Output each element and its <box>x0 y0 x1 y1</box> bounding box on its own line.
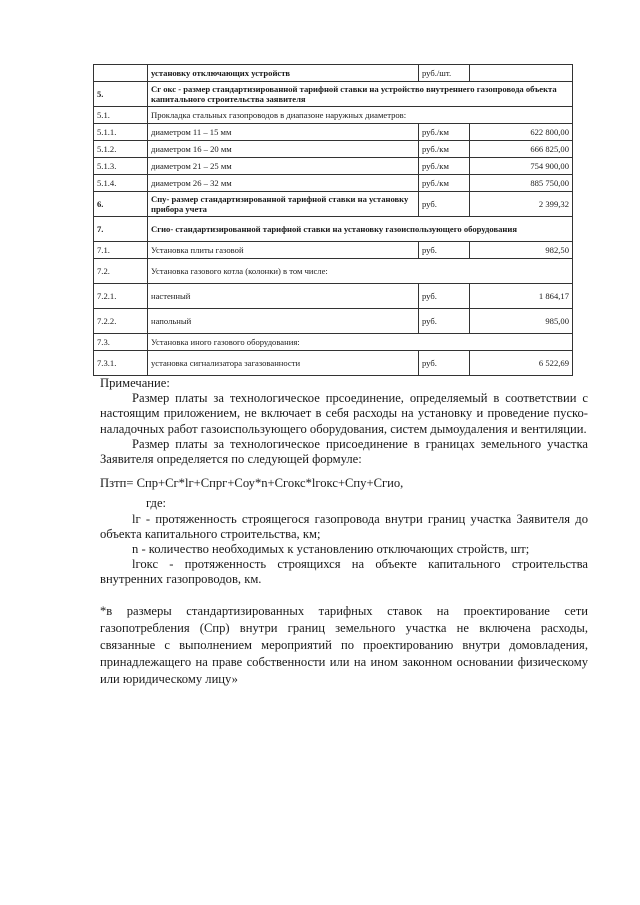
row-value: 2 399,32 <box>470 192 573 217</box>
row-num: 5.1.1. <box>94 124 148 141</box>
row-num: 7.2.2. <box>94 309 148 334</box>
row-unit: руб./км <box>419 158 470 175</box>
table-row <box>94 141 573 158</box>
row-num: 7.2. <box>94 259 148 284</box>
row-desc: диаметром 26 – 32 мм <box>148 175 419 192</box>
row-unit: руб./шт. <box>419 65 470 82</box>
row-value: 622 800,00 <box>470 124 573 141</box>
row-unit: руб. <box>419 192 470 217</box>
row-num: 7.3. <box>94 334 148 351</box>
row-desc: Cг окс - размер стандартизированной тарифной ставки на устройство внутреннего газопровода объекта капитального строительства заявителя <box>148 82 573 107</box>
row-value: 985,00 <box>470 309 573 334</box>
row-value: 6 522,69 <box>470 351 573 376</box>
formula-where: где: <box>146 496 167 511</box>
table-row <box>94 175 573 192</box>
row-num: 5.1.2. <box>94 141 148 158</box>
row-desc: диаметром 11 – 15 мм <box>148 124 419 141</box>
table-row <box>94 192 573 217</box>
table-row <box>94 124 573 141</box>
notes-heading: Примечание: <box>100 376 170 390</box>
row-num: 5.1. <box>94 107 148 124</box>
row-unit: руб. <box>419 351 470 376</box>
table-row <box>94 351 573 376</box>
row-desc: Cгио- стандартизированной тарифной ставки на установку газоиспользующего оборудования <box>148 217 573 242</box>
row-desc: Прокладка стальных газопроводов в диапазоне наружных диаметров: <box>148 107 573 124</box>
row-value: 982,50 <box>470 242 573 259</box>
note-paragraph-1: Размер платы за технологическое прсоединение, определяемый в соответствии с настоящим приложением, не включает в себя расходы на установку и проведение пуско-наладочных работ газоиспользующего оборудования, систем дымоудаления и вентиляции. <box>100 391 588 436</box>
row-desc: диаметром 21 – 25 мм <box>148 158 419 175</box>
row-num: 6. <box>94 192 148 217</box>
table-row <box>94 107 573 124</box>
row-desc: Установка газового котла (колонки) в том числе: <box>148 259 573 284</box>
row-unit: руб./км <box>419 175 470 192</box>
row-num: 7.3.1. <box>94 351 148 376</box>
row-num: 5.1.4. <box>94 175 148 192</box>
notes-section <box>100 376 588 688</box>
row-unit: руб./км <box>419 124 470 141</box>
row-num: 5.1.3. <box>94 158 148 175</box>
row-value: 885 750,00 <box>470 175 573 192</box>
row-unit: руб. <box>419 242 470 259</box>
note-paragraph-2: Размер платы за технологическое присоединение в границах земельного участка Заявителя определяется по следующей формуле: <box>100 436 588 467</box>
definition-lgoks: lгокс - протяженность строящихся на объекте капитального строительства внутренних газопроводов, км. <box>100 557 588 587</box>
row-desc: напольный <box>148 309 419 334</box>
table-row <box>94 158 573 175</box>
row-num: 5. <box>94 82 148 107</box>
row-desc: Установка плиты газовой <box>148 242 419 259</box>
table-row <box>94 309 573 334</box>
row-num <box>94 65 148 82</box>
row-desc: установка сигнализатора загазованности <box>148 351 419 376</box>
row-unit: руб. <box>419 309 470 334</box>
definition-lg: lг - протяженность строящегося газопровода внутри границ участка Заявителя до объекта капитального строительства, км; <box>100 511 588 541</box>
table-row <box>94 65 573 82</box>
row-unit: руб./км <box>419 141 470 158</box>
footnote: *в размеры стандартизированных тарифных ставок на проектирование сети газопотребления (Спр) внутри границ земельного участка не включена расходы, связанные с выполнением мероприятий по проектированию внутри домовладения, принадлежащего на праве собственности или на ином законном основании физическому или юридическому лицу» <box>100 603 588 686</box>
row-num: 7.1. <box>94 242 148 259</box>
row-desc: Установка иного газового оборудования: <box>148 334 573 351</box>
row-value <box>470 65 573 82</box>
table-row <box>94 217 573 242</box>
row-desc: настенный <box>148 284 419 309</box>
row-num: 7. <box>94 217 148 242</box>
row-value: 754 900,00 <box>470 158 573 175</box>
row-unit: руб. <box>419 284 470 309</box>
table-row <box>94 284 573 309</box>
tariff-table <box>93 64 573 376</box>
row-desc: установку отключающих устройств <box>148 65 419 82</box>
table-row <box>94 242 573 259</box>
row-value: 1 864,17 <box>470 284 573 309</box>
table-row <box>94 334 573 351</box>
row-value: 666 825,00 <box>470 141 573 158</box>
definition-n: n - количество необходимых к установлению отключающих стройств, шт; <box>132 542 530 557</box>
row-desc: диаметром 16 – 20 мм <box>148 141 419 158</box>
table-row <box>94 259 573 284</box>
fee-formula: Пзтп= Cпр+Cг*lг+Cпрг+Cоу*n+Cгокс*lгокс+Cпу+Cгио, <box>100 476 404 491</box>
table-row <box>94 82 573 107</box>
row-desc: Cпу- размер стандартизированной тарифной ставки на установку прибора учета <box>148 192 419 217</box>
row-num: 7.2.1. <box>94 284 148 309</box>
